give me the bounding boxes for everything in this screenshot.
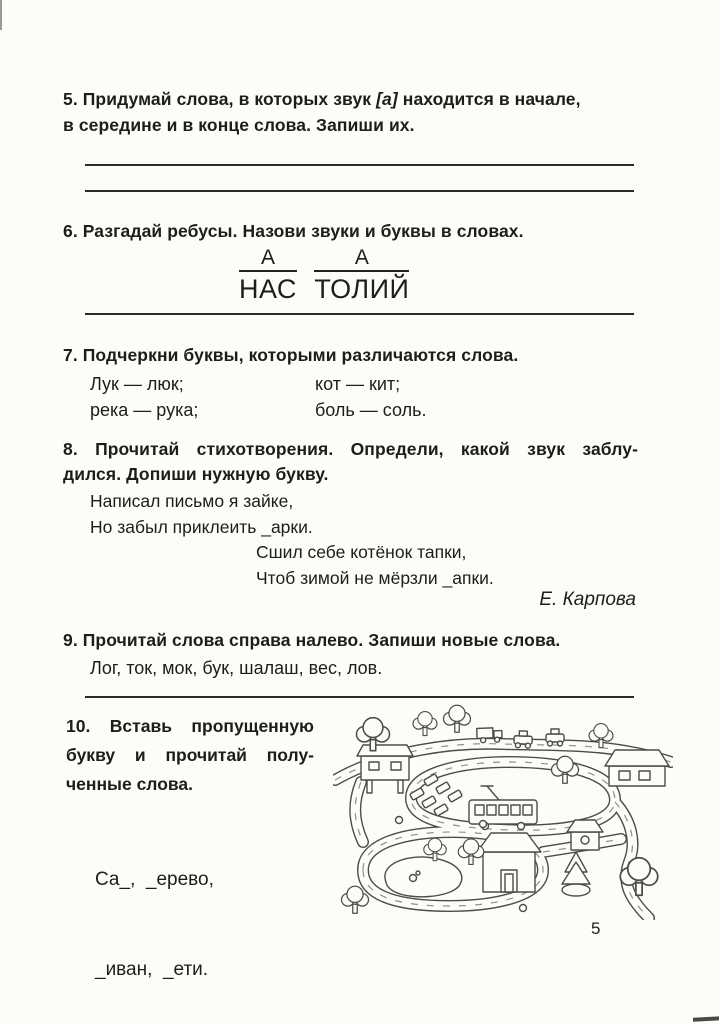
fir-tree-icon — [562, 852, 590, 896]
exercise-10-heading-line-1: 10. Вставь пропущенную — [66, 716, 314, 736]
exercise-8-heading — [63, 437, 638, 487]
exercise-7-heading: 7. Подчеркни буквы, которыми различаются слова. — [63, 345, 519, 365]
bush-icon — [396, 817, 403, 824]
rebus-2-top: А — [314, 246, 409, 272]
house-top-right — [605, 750, 669, 786]
exercise-10-heading-line-3: ченные слова. — [66, 774, 194, 794]
exercise-5-heading — [63, 86, 638, 138]
exercise-9-words: Лог, ток, мок, бук, шалаш, вес, лов. — [90, 658, 383, 678]
town-map-illustration — [333, 702, 673, 920]
rebus-row — [239, 246, 422, 305]
poem-line: Но забыл приклеить _арки. — [90, 516, 313, 537]
exercise-5-text: 5. Придумай слова, в которых звук — [63, 89, 377, 109]
rebus-2 — [314, 246, 409, 305]
exercise-10-words-line-1: Са_, _ерево, — [95, 869, 214, 890]
word-pair: боль — соль. — [315, 400, 427, 420]
rebus-1-top: А — [239, 246, 297, 272]
exercise-9-heading: 9. Прочитай слова справа налево. Запиши новые слова. — [63, 630, 561, 650]
exercise-10 — [66, 712, 314, 1024]
rebus-2-bottom: ТОЛИЙ — [314, 274, 410, 304]
pavilion — [567, 820, 603, 850]
tree-icon — [444, 705, 471, 732]
tree-icon — [458, 839, 484, 865]
answer-line — [85, 164, 634, 166]
word-pairs — [90, 371, 427, 423]
poem-author: Е. Карпова — [539, 589, 636, 610]
exercise-10-words — [95, 805, 314, 1024]
pond — [385, 857, 462, 897]
bush-icon — [480, 821, 487, 828]
poem — [90, 489, 494, 591]
word-pair: кот — кит; — [315, 374, 401, 394]
answer-line — [85, 190, 634, 192]
rebus-1-bottom: НАС — [239, 274, 297, 304]
exercise-10-words-line-2: _иван, _ети. — [95, 959, 209, 980]
answer-line — [85, 313, 634, 315]
exercise-6-heading: 6. Разгадай ребусы. Назови звуки и буквы в словах. — [63, 221, 524, 241]
poem-line: Сшил себе котёнок тапки, — [256, 542, 467, 562]
exercise-8-heading-line-1: 8. Прочитай стихотворения. Определи, какой звук заблу- — [63, 439, 638, 459]
town-map-drawing — [333, 702, 673, 920]
exercise-5-heading-line-2: в середине и в конце слова. Запиши их. — [63, 115, 415, 135]
rebus-1 — [239, 246, 297, 305]
exercise-10-heading-line-2: букву и прочитай полу- — [66, 745, 314, 765]
tree-icon — [413, 712, 437, 736]
sound-a-notation: [а] — [376, 89, 398, 109]
word-pair: река — рука; — [90, 400, 199, 420]
scan-artifact-left-edge — [0, 0, 2, 30]
page-number: 5 — [591, 919, 601, 938]
exercise-5-heading-line-1 — [63, 86, 638, 112]
word-pair: Лук — люк; — [90, 374, 184, 394]
house-center — [477, 833, 541, 892]
answer-line — [85, 696, 634, 698]
scan-artifact-bottom-right — [693, 1016, 719, 1021]
poem-line: Чтоб зимой не мёрзли _апки. — [256, 567, 494, 588]
exercise-8-heading-line-2: дился. Допиши нужную букву. — [63, 464, 329, 484]
bush-icon — [520, 905, 527, 912]
exercise-5-text-cont: находится в начале, — [397, 89, 581, 109]
poem-line: Написал письмо я зайке, — [90, 491, 294, 511]
